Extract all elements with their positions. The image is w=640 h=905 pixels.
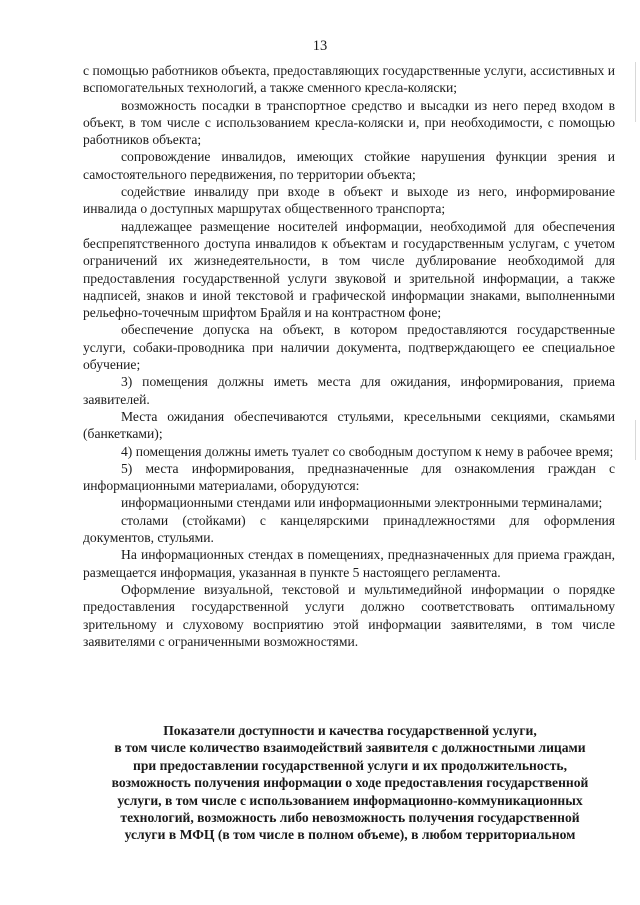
page-number: 13 bbox=[312, 38, 328, 54]
body-paragraph: На информационных стендах в помещениях, предназначенных для приема граждан, размещается информация, указанная в пункте 5 настоящего регламента. bbox=[83, 547, 615, 580]
body-paragraph: Места ожидания обеспечиваются стульями, кресельными секциями, скамьями (банкетками); bbox=[83, 408, 615, 442]
heading-line: услуги в МФЦ (в том числе в полном объеме), в любом территориальном bbox=[124, 827, 576, 843]
scan-edge-mark bbox=[635, 62, 636, 122]
heading-line: возможность получения информации о ходе предоставления государственной bbox=[111, 775, 589, 791]
body-paragraph: 3) помещения должны иметь места для ожидания, информирования, приема заявителей. bbox=[83, 374, 615, 407]
body-text bbox=[83, 62, 615, 650]
body-paragraph: информационными стендами или информационными электронными терминалами; bbox=[121, 495, 603, 511]
heading-line: при предоставлении государственной услуги и их продолжительность, bbox=[133, 757, 567, 773]
body-paragraph: столами (стойками) с канцелярскими принадлежностями для оформления документов, стульями. bbox=[83, 512, 615, 546]
body-paragraph: возможность посадки в транспортное средство и высадки из него перед входом в объект, в том числе с использованием кресла-коляски и, при необходимости, с помощью работников объекта; bbox=[83, 97, 615, 148]
heading-line: Показатели доступности и качества государственной услуги, bbox=[163, 723, 537, 738]
scan-edge-mark bbox=[635, 420, 636, 460]
body-paragraph: с помощью работников объекта, предоставляющих государственные услуги, ассистивных и вспомогательных технологий, а также сменного кресла-коляски; bbox=[83, 63, 615, 96]
body-paragraph: обеспечение допуска на объект, в котором предоставляются государственные услуги, собаки-проводника при наличии документа, подтверждающего ее специальное обучение; bbox=[83, 322, 615, 373]
section-heading bbox=[76, 722, 624, 844]
body-paragraph: 4) помещения должны иметь туалет со свободным доступом к нему в рабочее время; bbox=[121, 443, 614, 459]
body-paragraph: сопровождение инвалидов, имеющих стойкие нарушения функции зрения и самостоятельного передвижения, по территории объекта; bbox=[83, 149, 615, 182]
body-paragraph: содействие инвалиду при входе в объект и выходе из него, информирование инвалида о доступных маршрутах общественного транспорта; bbox=[83, 184, 615, 217]
heading-line: технологий, возможность либо невозможность получения государственной bbox=[120, 810, 580, 826]
body-paragraph: Оформление визуальной, текстовой и мультимедийной информации о порядке предоставления государственной услуги должно соответствовать оптимальному зрительному и слуховому восприятию этой информации заявителями, в том числе заявителями с ограниченными возможностями. bbox=[83, 581, 615, 649]
heading-line: в том числе количество взаимодействий заявителя с должностными лицами bbox=[114, 740, 586, 756]
heading-line: услуги, в том числе с использованием информационно-коммуникационных bbox=[117, 792, 583, 808]
body-paragraph: 5) места информирования, предназначенные для ознакомления граждан с информационными материалами, оборудуются: bbox=[83, 460, 615, 494]
body-paragraph: надлежащее размещение носителей информации, необходимой для обеспечения беспрепятственного доступа инвалидов к объектам и государственным услугам, с учетом ограничений их жизнедеятельности, в том числе дублирование необходимой для предоставления государственной услуги звуковой и зрительной информации, а также надписей, знаков и иной текстовой и графической информации знаками, выполненными рельефно-точечным шрифтом Брайля и на контрастном фоне; bbox=[83, 218, 615, 321]
